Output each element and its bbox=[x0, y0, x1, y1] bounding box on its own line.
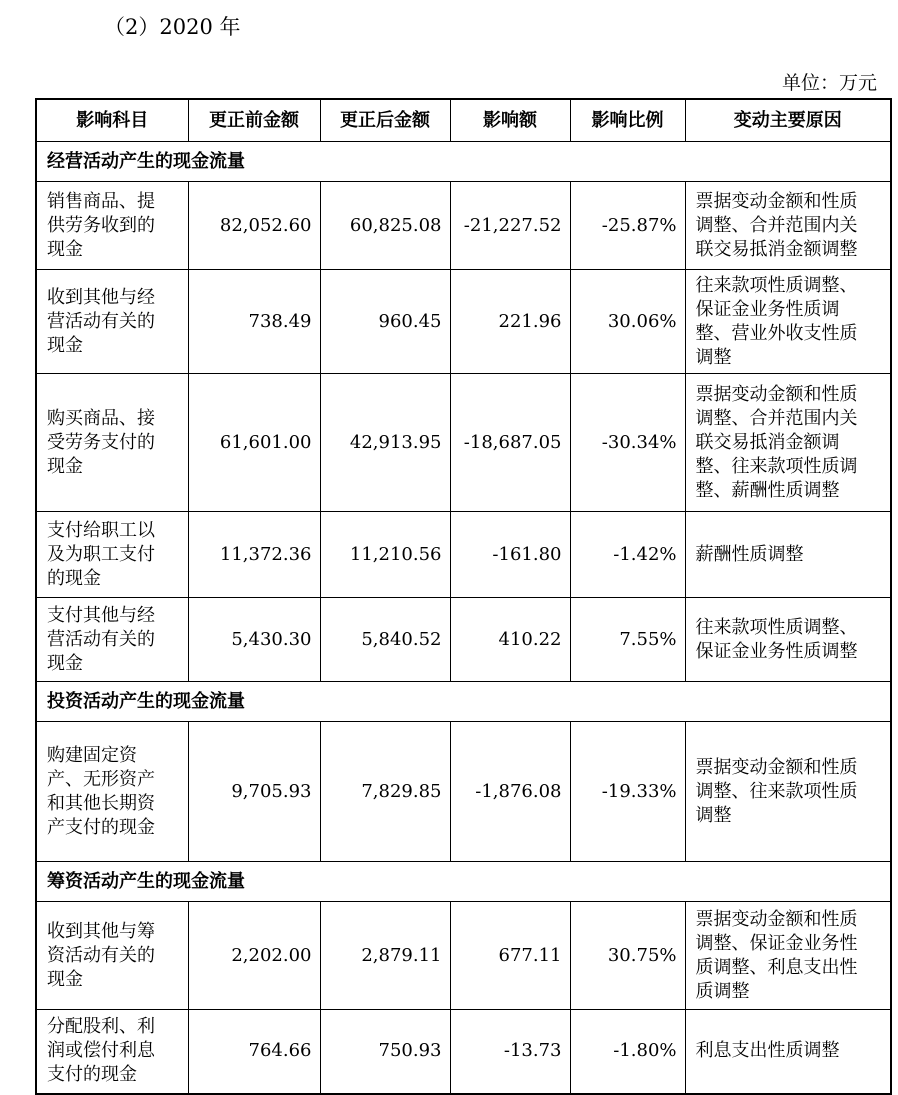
reason-cell bbox=[685, 902, 891, 1010]
reason-line: 调整、保证金业务性 bbox=[695, 932, 858, 954]
reason-line: 联交易抵消金额调整 bbox=[695, 238, 858, 260]
reason-line: 整、营业外收支性质 bbox=[695, 322, 858, 344]
item-line: 现金 bbox=[47, 968, 83, 990]
item-line: 及为职工支付 bbox=[47, 543, 155, 565]
item-cell bbox=[36, 598, 188, 682]
header-before: 更正前金额 bbox=[188, 99, 320, 142]
item-cell bbox=[36, 722, 188, 862]
item-line: 现金 bbox=[47, 455, 83, 477]
item-line: 和其他长期资 bbox=[47, 792, 155, 814]
impact-ratio-cell: -19.33% bbox=[570, 722, 685, 862]
before-amount-cell: 764.66 bbox=[188, 1010, 320, 1094]
before-amount-cell: 738.49 bbox=[188, 270, 320, 374]
item-line: 销售商品、提 bbox=[47, 190, 155, 212]
item-line: 润或偿付利息 bbox=[47, 1040, 155, 1062]
reason-line: 票据变动金额和性质 bbox=[695, 383, 858, 405]
item-line: 购建固定资 bbox=[47, 744, 137, 766]
section-title: 筹资活动产生的现金流量 bbox=[36, 862, 891, 902]
item-line: 产、无形资产 bbox=[47, 768, 155, 790]
item-line: 支付的现金 bbox=[47, 1064, 137, 1086]
reason-line: 薪酬性质调整 bbox=[695, 543, 804, 565]
table-body bbox=[36, 142, 891, 1094]
reason-line: 票据变动金额和性质 bbox=[695, 908, 858, 930]
reason-cell bbox=[685, 512, 891, 598]
before-amount-cell: 9,705.93 bbox=[188, 722, 320, 862]
before-amount-cell: 82,052.60 bbox=[188, 182, 320, 270]
header-reason: 变动主要原因 bbox=[685, 99, 891, 142]
item-line: 资活动有关的 bbox=[47, 944, 155, 966]
reason-line: 往来款项性质调整、 bbox=[695, 616, 858, 638]
before-amount-cell: 2,202.00 bbox=[188, 902, 320, 1010]
item-line: 分配股利、利 bbox=[47, 1016, 155, 1038]
reason-cell bbox=[685, 1010, 891, 1094]
table-row bbox=[36, 182, 891, 270]
impact-ratio-cell: 7.55% bbox=[570, 598, 685, 682]
impact-amount-cell: -18,687.05 bbox=[450, 374, 570, 512]
item-line: 供劳务收到的 bbox=[47, 214, 155, 236]
after-amount-cell: 5,840.52 bbox=[320, 598, 450, 682]
reason-line: 利息支出性质调整 bbox=[695, 1040, 840, 1062]
section-heading: （2）2020 年 bbox=[104, 15, 241, 39]
reason-cell bbox=[685, 270, 891, 374]
after-amount-cell: 11,210.56 bbox=[320, 512, 450, 598]
item-cell bbox=[36, 902, 188, 1010]
item-line: 受劳务支付的 bbox=[47, 431, 155, 453]
item-cell bbox=[36, 1010, 188, 1094]
item-cell bbox=[36, 270, 188, 374]
item-line: 收到其他与筹 bbox=[47, 920, 155, 942]
item-line: 营活动有关的 bbox=[47, 310, 155, 332]
impact-amount-cell: -1,876.08 bbox=[450, 722, 570, 862]
impact-ratio-cell: -30.34% bbox=[570, 374, 685, 512]
section-row bbox=[36, 862, 891, 902]
item-line: 营活动有关的 bbox=[47, 628, 155, 650]
reason-cell bbox=[685, 182, 891, 270]
header-item: 影响科目 bbox=[36, 99, 188, 142]
reason-line: 调整、往来款项性质 bbox=[695, 780, 858, 802]
item-line: 现金 bbox=[47, 334, 83, 356]
item-line: 支付给职工以 bbox=[47, 519, 155, 541]
after-amount-cell: 750.93 bbox=[320, 1010, 450, 1094]
table-row bbox=[36, 1010, 891, 1094]
header-ratio: 影响比例 bbox=[570, 99, 685, 142]
reason-line: 票据变动金额和性质 bbox=[695, 756, 858, 778]
after-amount-cell: 60,825.08 bbox=[320, 182, 450, 270]
item-line: 购买商品、接 bbox=[47, 407, 155, 429]
reason-line: 调整、合并范围内关 bbox=[695, 407, 858, 429]
impact-ratio-cell: 30.75% bbox=[570, 902, 685, 1010]
impact-ratio-cell: -1.80% bbox=[570, 1010, 685, 1094]
reason-line: 保证金业务性质调整 bbox=[695, 640, 858, 662]
section-title: 投资活动产生的现金流量 bbox=[36, 682, 891, 722]
impact-amount-cell: -161.80 bbox=[450, 512, 570, 598]
reason-line: 调整 bbox=[695, 804, 732, 826]
impact-amount-cell: -21,227.52 bbox=[450, 182, 570, 270]
item-cell bbox=[36, 182, 188, 270]
reason-line: 质调整、利息支出性 bbox=[695, 956, 858, 978]
reason-line: 票据变动金额和性质 bbox=[695, 190, 858, 212]
impact-ratio-cell: 30.06% bbox=[570, 270, 685, 374]
item-line: 现金 bbox=[47, 652, 83, 674]
impact-amount-cell: 221.96 bbox=[450, 270, 570, 374]
section-row bbox=[36, 682, 891, 722]
impact-ratio-cell: -1.42% bbox=[570, 512, 685, 598]
reason-cell bbox=[685, 722, 891, 862]
table-row bbox=[36, 598, 891, 682]
after-amount-cell: 7,829.85 bbox=[320, 722, 450, 862]
section-title: 经营活动产生的现金流量 bbox=[36, 142, 891, 182]
reason-line: 调整 bbox=[695, 346, 732, 368]
item-cell bbox=[36, 512, 188, 598]
impact-amount-cell: 410.22 bbox=[450, 598, 570, 682]
before-amount-cell: 61,601.00 bbox=[188, 374, 320, 512]
reason-line: 保证金业务性质调 bbox=[695, 298, 840, 320]
reason-line: 整、薪酬性质调整 bbox=[695, 479, 840, 501]
item-line: 现金 bbox=[47, 238, 83, 260]
item-line: 的现金 bbox=[47, 567, 101, 589]
unit-label: 单位：万元 bbox=[781, 72, 877, 94]
after-amount-cell: 2,879.11 bbox=[320, 902, 450, 1010]
before-amount-cell: 5,430.30 bbox=[188, 598, 320, 682]
table-header-row bbox=[36, 99, 891, 142]
impact-ratio-cell: -25.87% bbox=[570, 182, 685, 270]
table-row bbox=[36, 374, 891, 512]
impact-amount-cell: -13.73 bbox=[450, 1010, 570, 1094]
reason-line: 联交易抵消金额调 bbox=[695, 431, 840, 453]
header-after: 更正后金额 bbox=[320, 99, 450, 142]
item-line: 产支付的现金 bbox=[47, 816, 155, 838]
reason-line: 调整、合并范围内关 bbox=[695, 214, 858, 236]
header-impact: 影响额 bbox=[450, 99, 570, 142]
table-row bbox=[36, 512, 891, 598]
table-row bbox=[36, 902, 891, 1010]
impact-amount-cell: 677.11 bbox=[450, 902, 570, 1010]
after-amount-cell: 960.45 bbox=[320, 270, 450, 374]
cashflow-correction-table bbox=[35, 98, 892, 1095]
item-line: 支付其他与经 bbox=[47, 604, 155, 626]
section-row bbox=[36, 142, 891, 182]
reason-cell bbox=[685, 374, 891, 512]
item-line: 收到其他与经 bbox=[47, 286, 155, 308]
item-cell bbox=[36, 374, 188, 512]
reason-cell bbox=[685, 598, 891, 682]
reason-line: 质调整 bbox=[695, 980, 750, 1002]
table-row bbox=[36, 722, 891, 862]
before-amount-cell: 11,372.36 bbox=[188, 512, 320, 598]
reason-line: 整、往来款项性质调 bbox=[695, 455, 858, 477]
reason-line: 往来款项性质调整、 bbox=[695, 274, 858, 296]
table-row bbox=[36, 270, 891, 374]
after-amount-cell: 42,913.95 bbox=[320, 374, 450, 512]
